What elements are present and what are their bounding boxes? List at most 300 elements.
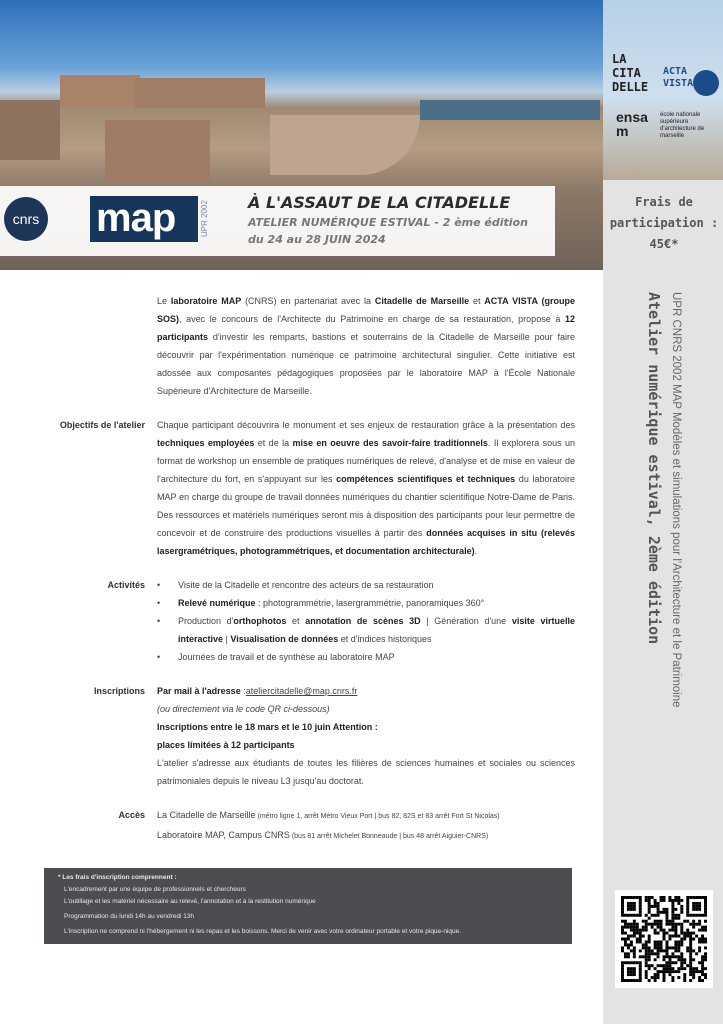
qr-module	[686, 929, 689, 932]
qr-module	[663, 935, 666, 938]
bold-text: mise en oeuvre des savoir-faire traditionnels	[292, 438, 488, 448]
side-lab-title: UPR CNRS 2002 MAP Modèles et simulations pour l'Architecture et le Patrimoine	[670, 292, 682, 708]
qr-module	[648, 908, 651, 911]
qr-module	[692, 896, 695, 899]
bold-text: Citadelle de Marseille	[374, 296, 470, 306]
qr-module	[663, 896, 666, 899]
qr-module	[674, 932, 677, 935]
event-dates: du 24 au 28 JUIN 2024	[248, 233, 386, 246]
qr-module	[689, 958, 692, 961]
qr-module	[630, 929, 633, 932]
qr-module	[701, 979, 704, 982]
qr-module	[677, 923, 680, 926]
qr-module	[639, 905, 642, 908]
text-segment: . Il explorera sous un format de workshop un ensemble de pratiques numériques de relevé, d'analyse et de mise en valeur de l'architecture du fort, en s'appuyant sur les	[157, 438, 575, 484]
qr-module	[633, 923, 636, 926]
qr-module	[665, 952, 668, 955]
qr-module	[627, 914, 630, 917]
qr-module	[671, 961, 674, 964]
qr-module	[630, 973, 633, 976]
qr-module	[627, 970, 630, 973]
intro-label-spacer	[0, 292, 145, 400]
bold-text: compétences scientifiques et techniques	[336, 474, 516, 484]
text-segment: (CNRS) en partenariat avec la	[241, 296, 375, 306]
qr-module	[692, 973, 695, 976]
qr-module	[671, 902, 674, 905]
qr-module	[671, 917, 674, 920]
qr-module	[677, 958, 680, 961]
qr-module	[639, 896, 642, 899]
qr-module	[645, 976, 648, 979]
qr-module	[686, 896, 689, 899]
qr-module	[639, 949, 642, 952]
fees-item: L'outillage et les matériel nécessaire au relevé, l'annotation et à la restitution numérique	[64, 898, 316, 905]
qr-module	[657, 976, 660, 979]
qr-module	[642, 920, 645, 923]
qr-module	[671, 899, 674, 902]
qr-module	[636, 940, 639, 943]
qr-module	[630, 905, 633, 908]
bold-text: 12 participants	[157, 314, 575, 342]
qr-module	[663, 938, 666, 941]
places-limit: places limitées à 12 participants	[157, 740, 295, 750]
qr-module	[668, 958, 671, 961]
map-logo: map	[90, 196, 198, 242]
qr-module	[701, 958, 704, 961]
qr-module	[627, 896, 630, 899]
text-segment: | Génération d'une	[420, 616, 512, 626]
qr-module	[633, 920, 636, 923]
qr-module	[624, 940, 627, 943]
qr-module	[686, 908, 689, 911]
qr-module	[654, 902, 657, 905]
qr-module	[671, 920, 674, 923]
qr-module	[680, 958, 683, 961]
qr-module	[633, 926, 636, 929]
qr-module	[692, 970, 695, 973]
qr-module	[677, 946, 680, 949]
qr-module	[689, 964, 692, 967]
qr-module	[627, 905, 630, 908]
qr-module	[630, 935, 633, 938]
fee-amount: 45€*	[649, 237, 679, 251]
qr-module	[698, 908, 701, 911]
qr-module	[695, 902, 698, 905]
text-segment: Journées de travail et de synthèse au laboratoire MAP	[178, 652, 395, 662]
qr-module	[704, 905, 707, 908]
qr-module	[654, 905, 657, 908]
qr-module	[683, 935, 686, 938]
qr-module	[630, 908, 633, 911]
qr-module	[698, 923, 701, 926]
qr-module	[677, 935, 680, 938]
qr-module	[680, 923, 683, 926]
qr-module	[642, 929, 645, 932]
qr-module	[674, 896, 677, 899]
qr-module	[654, 946, 657, 949]
qr-module	[660, 911, 663, 914]
qr-module	[657, 926, 660, 929]
qr-module	[624, 955, 627, 958]
qr-module	[698, 979, 701, 982]
qr-module	[651, 949, 654, 952]
qr-module	[645, 926, 648, 929]
qr-module	[663, 949, 666, 952]
participation-fee	[608, 192, 720, 255]
qr-module	[624, 938, 627, 941]
qr-module	[621, 946, 624, 949]
qr-module	[630, 967, 633, 970]
qr-module	[651, 926, 654, 929]
qr-module	[671, 976, 674, 979]
qr-module	[630, 970, 633, 973]
qr-module	[663, 973, 666, 976]
qr-module	[648, 946, 651, 949]
qr-module	[663, 929, 666, 932]
qr-module	[663, 964, 666, 967]
qr-module	[665, 932, 668, 935]
qr-module	[657, 905, 660, 908]
qr-module	[630, 926, 633, 929]
qr-module	[680, 952, 683, 955]
qr-module	[701, 926, 704, 929]
qr-module	[621, 973, 624, 976]
qr-module	[668, 938, 671, 941]
qr-module	[624, 961, 627, 964]
qr-module	[663, 967, 666, 970]
qr-module	[639, 973, 642, 976]
qr-module	[630, 923, 633, 926]
intro-paragraph	[157, 292, 575, 400]
text-segment: et	[286, 616, 306, 626]
qr-module	[621, 914, 624, 917]
qr-module	[704, 967, 707, 970]
qr-module	[663, 911, 666, 914]
qr-module	[624, 920, 627, 923]
qr-module	[633, 973, 636, 976]
qr-module	[651, 923, 654, 926]
qr-module	[642, 943, 645, 946]
qr-module	[651, 896, 654, 899]
qr-module	[683, 932, 686, 935]
qr-module	[701, 967, 704, 970]
qr-module	[680, 905, 683, 908]
qr-module	[692, 932, 695, 935]
qr-module	[698, 902, 701, 905]
acta-vista-logo: ACTA VISTA	[663, 66, 694, 89]
qr-module	[677, 896, 680, 899]
qr-module	[704, 973, 707, 976]
qr-module	[674, 943, 677, 946]
qr-module	[657, 949, 660, 952]
qr-module	[680, 940, 683, 943]
qr-module	[654, 920, 657, 923]
inscriptions-label: Inscriptions	[93, 686, 145, 696]
citadelle-logo: LA CITA DELLE	[612, 52, 649, 94]
fees-box: * Les frais d'inscription comprennent : L'encadrement par une équipe de professionnels et chercheurs L'outillage et les matériel nécessaire au relevé, l'annotation et à la restitution numérique Programmation du lundi 14h au vendredi 13h L'inscription ne comprend ni l'hébergement ni les repas et les boissons. Merci de venir avec votre ordinateur portable et votre pique-nique.	[44, 868, 572, 944]
qr-module	[636, 896, 639, 899]
qr-module	[639, 976, 642, 979]
qr-module	[648, 955, 651, 958]
qr-module	[636, 979, 639, 982]
email-link[interactable]: ateliercitadelle@map.cnrs.fr	[245, 686, 358, 696]
qr-module	[680, 929, 683, 932]
qr-module	[680, 899, 683, 902]
qr-module	[680, 908, 683, 911]
text-segment: du laboratoire MAP en charge du groupe de travail données numériques du chantier scientifique Notre-Dame de Paris. Des ressources et matériels numériques seront mis à disposition des participants pour leur permettre de concevoir et de construire des productions visuelles à partir des	[157, 474, 576, 538]
qr-module	[660, 896, 663, 899]
qr-module	[704, 911, 707, 914]
qr-module	[701, 935, 704, 938]
activity-item	[157, 576, 575, 594]
qr-module	[648, 938, 651, 941]
qr-module	[680, 938, 683, 941]
qr-module	[639, 908, 642, 911]
qr-module	[627, 923, 630, 926]
qr-module	[660, 940, 663, 943]
qr-module	[698, 946, 701, 949]
qr-module	[704, 929, 707, 932]
qr-module	[674, 899, 677, 902]
qr-module	[689, 923, 692, 926]
qr-module	[671, 905, 674, 908]
qr-module	[621, 929, 624, 932]
qr-module	[639, 899, 642, 902]
qr-module	[642, 935, 645, 938]
qr-module	[648, 979, 651, 982]
page-subtitle: ATELIER NUMÉRIQUE ESTIVAL - 2 ème édition	[248, 216, 528, 229]
qr-module	[657, 932, 660, 935]
qr-module	[639, 938, 642, 941]
bold-text: données acquises in situ (relevés lasergramétriques, photogrammétriques, et documentation architecturale)	[157, 528, 575, 556]
qr-module	[621, 961, 624, 964]
qr-module	[689, 946, 692, 949]
audience-text: L'atelier s'adresse aux étudiants de toutes les filières de sciences humaines et sociales ou sciences patrimoniales depuis le niveau L3 jusqu'au doctorat.	[157, 758, 575, 786]
qr-module	[704, 940, 707, 943]
qr-module	[689, 961, 692, 964]
qr-module	[698, 938, 701, 941]
fees-item: L'encadrement par une équipe de professionnels et chercheurs	[64, 886, 246, 893]
text-segment: Production d'	[178, 616, 234, 626]
qr-module	[674, 955, 677, 958]
qr-module	[692, 967, 695, 970]
qr-module	[680, 911, 683, 914]
qr-module	[692, 905, 695, 908]
qr-module	[668, 961, 671, 964]
qr-module	[674, 914, 677, 917]
qr-module	[621, 911, 624, 914]
qr-module	[704, 908, 707, 911]
qr-module	[639, 935, 642, 938]
qr-module	[704, 955, 707, 958]
qr-module	[689, 952, 692, 955]
qr-module	[674, 961, 677, 964]
acces-citadelle-detail: (métro ligne 1, arrêt Métro Vieux Port | bus 82, 82S et 83 arrêt Fort St Nicolas)	[255, 813, 500, 820]
qr-module	[645, 946, 648, 949]
qr-module	[683, 979, 686, 982]
qr-module	[668, 946, 671, 949]
qr-module	[648, 940, 651, 943]
qr-module	[648, 905, 651, 908]
qr-module	[698, 976, 701, 979]
registration-dates: Inscriptions entre le 18 mars et le 10 juin Attention :	[157, 722, 378, 732]
qr-module	[671, 908, 674, 911]
qr-module	[645, 952, 648, 955]
intro-section	[0, 292, 590, 400]
qr-module	[686, 932, 689, 935]
qr-module	[660, 949, 663, 952]
qr-module	[668, 955, 671, 958]
qr-module	[668, 970, 671, 973]
page-title: À L'ASSAUT DE LA CITADELLE	[248, 193, 511, 212]
qr-module	[648, 935, 651, 938]
qr-module	[621, 979, 624, 982]
qr-module	[668, 929, 671, 932]
qr-module	[680, 964, 683, 967]
qr-module	[663, 932, 666, 935]
qr-module	[704, 914, 707, 917]
qr-module	[621, 938, 624, 941]
text-segment: : photogrammétrie, lasergrammétrie, panoramiques 360°	[255, 598, 485, 608]
qr-module	[639, 902, 642, 905]
qr-module	[660, 929, 663, 932]
registration-qr-code[interactable]	[615, 890, 713, 988]
fee-label-2: participation :	[609, 216, 719, 230]
qr-module	[648, 958, 651, 961]
qr-module	[654, 952, 657, 955]
qr-module	[665, 961, 668, 964]
qr-module	[689, 979, 692, 982]
qr-module	[668, 896, 671, 899]
qr-module	[630, 949, 633, 952]
qr-module	[654, 899, 657, 902]
qr-module	[645, 914, 648, 917]
qr-module	[674, 970, 677, 973]
qr-module	[645, 964, 648, 967]
qr-module	[665, 923, 668, 926]
qr-module	[698, 896, 701, 899]
acces-map-detail: (bus 81 arrêt Michelet Bonneaude | bus 48 arrêt Aiguier-CNRS)	[289, 833, 489, 840]
qr-module	[665, 949, 668, 952]
qr-module	[633, 955, 636, 958]
qr-module	[660, 926, 663, 929]
qr-module	[674, 940, 677, 943]
qr-module	[636, 938, 639, 941]
qr-module	[621, 920, 624, 923]
qr-module	[624, 914, 627, 917]
qr-module	[677, 967, 680, 970]
qr-module	[677, 943, 680, 946]
mail-label: Par mail à l'adresse	[157, 686, 241, 696]
objectifs-section	[0, 416, 590, 560]
qr-module	[665, 970, 668, 973]
bold-text: techniques employées	[157, 438, 255, 448]
qr-module	[648, 896, 651, 899]
qr-module	[698, 905, 701, 908]
qr-module	[704, 952, 707, 955]
qr-module	[677, 902, 680, 905]
qr-module	[704, 926, 707, 929]
qr-module	[639, 929, 642, 932]
qr-module	[689, 973, 692, 976]
qr-module	[648, 952, 651, 955]
text-segment: Le	[157, 296, 171, 306]
qr-module	[680, 967, 683, 970]
qr-module	[683, 961, 686, 964]
qr-module	[689, 943, 692, 946]
qr-module	[633, 908, 636, 911]
qr-module	[689, 955, 692, 958]
qr-module	[621, 896, 624, 899]
qr-module	[633, 970, 636, 973]
qr-module	[674, 935, 677, 938]
qr-module	[645, 955, 648, 958]
qr-module	[671, 929, 674, 932]
qr-module	[674, 949, 677, 952]
qr-module	[677, 940, 680, 943]
qr-module	[704, 896, 707, 899]
qr-module	[704, 899, 707, 902]
qr-module	[689, 970, 692, 973]
qr-module	[621, 964, 624, 967]
qr-module	[686, 899, 689, 902]
qr-module	[648, 899, 651, 902]
objectifs-paragraph	[157, 416, 575, 560]
qr-module	[627, 935, 630, 938]
fees-item: L'inscription ne comprend ni l'hébergement ni les repas et les boissons. Merci de venir avec votre ordinateur portable et votre pique-nique.	[64, 928, 462, 935]
qr-module	[689, 932, 692, 935]
qr-module	[654, 958, 657, 961]
bold-text: Visualisation de données	[230, 634, 339, 644]
qr-module	[636, 961, 639, 964]
qr-module	[704, 902, 707, 905]
bold-text: annotation de scènes 3D	[305, 616, 421, 626]
acces-label: Accès	[118, 810, 145, 820]
qr-module	[624, 896, 627, 899]
qr-module	[654, 940, 657, 943]
qr-module	[677, 949, 680, 952]
text-segment: |	[223, 634, 231, 644]
qr-module	[689, 940, 692, 943]
qr-module	[692, 938, 695, 941]
qr-module	[695, 923, 698, 926]
qr-module	[624, 979, 627, 982]
qr-module	[665, 914, 668, 917]
qr-module	[651, 964, 654, 967]
qr-module	[698, 920, 701, 923]
qr-module	[645, 973, 648, 976]
qr-module	[686, 935, 689, 938]
qr-module	[639, 932, 642, 935]
qr-module	[621, 926, 624, 929]
qr-module	[698, 929, 701, 932]
qr-module	[651, 976, 654, 979]
objectifs-label: Objectifs de l'atelier	[59, 420, 145, 430]
qr-module	[665, 967, 668, 970]
qr-module	[639, 970, 642, 973]
qr-module	[621, 908, 624, 911]
qr-module	[621, 899, 624, 902]
qr-module	[671, 970, 674, 973]
qr-module	[657, 964, 660, 967]
qr-module	[639, 914, 642, 917]
qr-module	[698, 914, 701, 917]
qr-module	[636, 932, 639, 935]
qr-module	[657, 946, 660, 949]
qr-module	[683, 973, 686, 976]
qr-note: (ou directement via le code QR ci-dessous)	[157, 704, 330, 714]
qr-module	[663, 908, 666, 911]
